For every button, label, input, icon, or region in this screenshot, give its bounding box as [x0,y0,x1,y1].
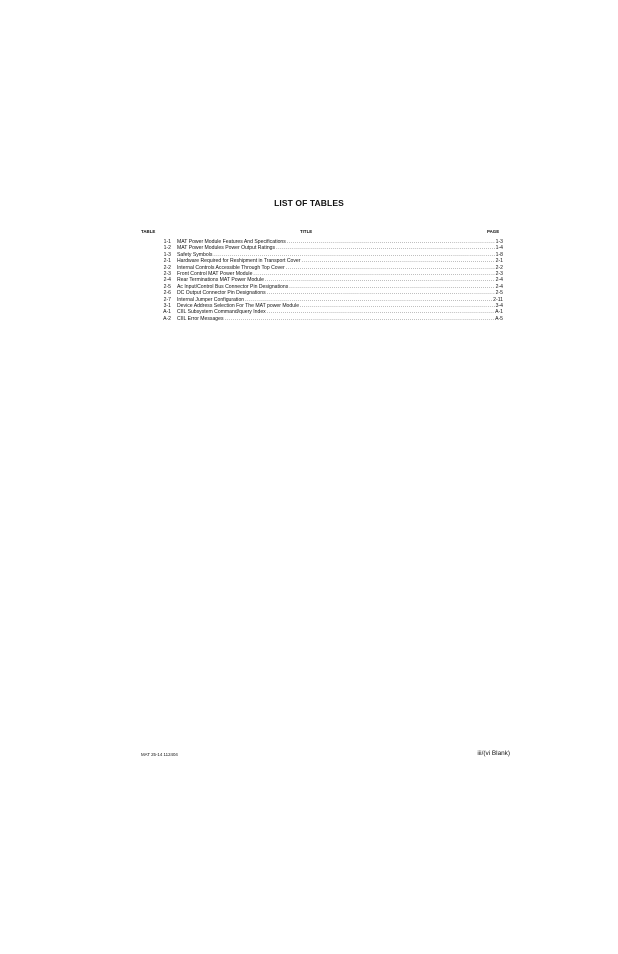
table-row[interactable] [141,316,503,322]
column-header-page: PAGE [487,229,500,234]
table-title: Safety Symbols [177,251,213,258]
table-number: 2-4 [163,277,171,284]
table-title: Front Control MAT Power Module [177,270,253,277]
table-title: MAT Power Module Features And Specifications [177,239,286,245]
table-number: 1-1 [163,239,171,245]
table-title: CIIL Error Messages [177,315,224,322]
footer-document-id: MAT 25-14 112404 [141,752,178,757]
table-title: CIIL Subsystem Command/query Index [177,309,266,316]
column-header-title: TITLE [300,229,313,234]
table-page: 1-4 [495,245,503,252]
table-number: 2-6 [163,290,171,297]
page-title: LIST OF TABLES [274,198,344,208]
table-title: Ac Input/Control Bus Connector Pin Designations [177,283,289,290]
table-page: 2-1 [495,258,503,265]
table-number: 2-7 [163,296,171,303]
table-page: 2-4 [495,283,503,290]
table-title: DC Output Connector Pin Designations [177,290,266,297]
column-header-table: TABLE [141,229,156,234]
table-number: 3-1 [163,302,171,309]
footer-page-number: iii/(vi Blank) [477,750,510,757]
table-number: 2-2 [163,264,171,271]
table-number: 2-1 [163,258,171,265]
table-number: A-2 [163,315,171,322]
table-title: Internal Jumper Configuration [177,296,245,303]
table-page: 3-4 [495,302,503,309]
table-page: 1-8 [495,251,503,258]
table-number: 1-3 [163,251,171,258]
table-title: Hardware Required for Reshipment in Transport Cover [177,258,301,265]
table-title: Rear Terminations MAT Power Module [177,277,264,284]
table-page: A-5 [495,315,503,322]
table-number: 2-5 [163,283,171,290]
table-title: Device Address Selection For The MAT power Module [177,302,300,309]
table-number: 2-3 [163,270,171,277]
table-page: 2-5 [495,290,503,297]
table-page: 2-11 [493,296,503,303]
table-title: MAT Power Modules Power Output Ratings [177,245,276,252]
table-page: 2-2 [495,264,503,271]
table-page: 2-3 [495,270,503,277]
table-list [141,239,503,322]
table-number: A-1 [163,309,171,316]
table-title: Internal Controls Accessible Through Top Cover [177,264,285,271]
table-page: 2-4 [495,277,503,284]
leader-dots [225,316,495,322]
table-number: 1-2 [163,245,171,252]
table-page: 1-3 [495,239,503,245]
table-page: A-1 [495,309,503,316]
